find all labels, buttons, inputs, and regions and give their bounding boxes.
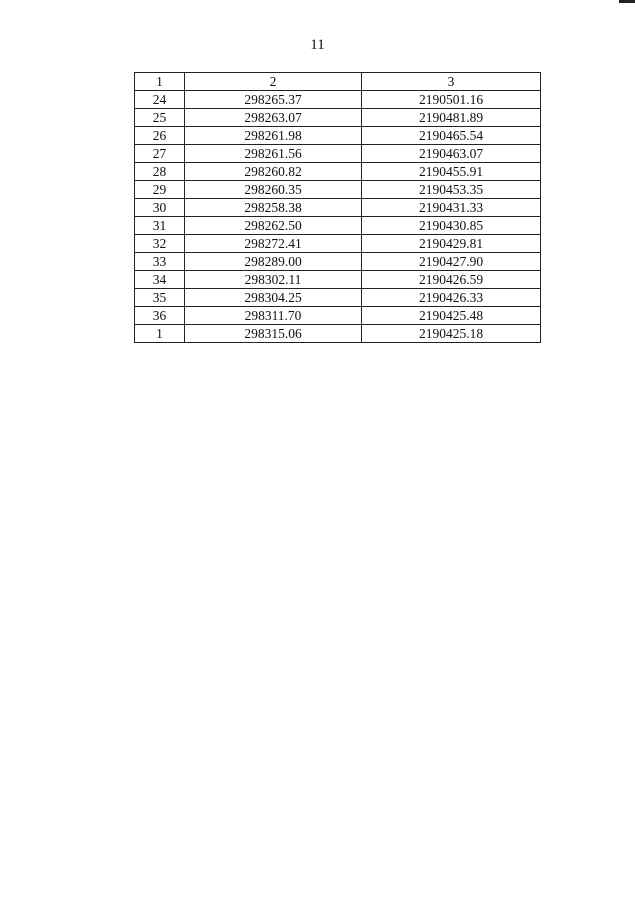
cell-y-coordinate: 2190425.48 bbox=[362, 307, 541, 325]
cell-point-number: 35 bbox=[135, 289, 185, 307]
coordinates-table bbox=[134, 72, 541, 343]
table-row bbox=[135, 271, 541, 289]
table-row bbox=[135, 181, 541, 199]
coordinates-table-body bbox=[135, 73, 541, 343]
table-row bbox=[135, 127, 541, 145]
cell-y-coordinate: 2190426.33 bbox=[362, 289, 541, 307]
cell-y-coordinate: 2190501.16 bbox=[362, 91, 541, 109]
cell-x-coordinate: 298260.35 bbox=[185, 181, 362, 199]
page-number: 11 bbox=[310, 37, 325, 53]
cell-point-number: 25 bbox=[135, 109, 185, 127]
cell-y-coordinate: 2190426.59 bbox=[362, 271, 541, 289]
table-row bbox=[135, 145, 541, 163]
cell-x-coordinate: 298262.50 bbox=[185, 217, 362, 235]
cell-x-coordinate: 298258.38 bbox=[185, 199, 362, 217]
cell-y-coordinate: 2190425.18 bbox=[362, 325, 541, 343]
table-row bbox=[135, 325, 541, 343]
cell-x-coordinate: 298304.25 bbox=[185, 289, 362, 307]
table-row bbox=[135, 109, 541, 127]
cell-y-coordinate: 2190455.91 bbox=[362, 163, 541, 181]
table-row bbox=[135, 91, 541, 109]
header-cell-y: 3 bbox=[362, 73, 541, 91]
cell-x-coordinate: 298289.00 bbox=[185, 253, 362, 271]
table-row bbox=[135, 163, 541, 181]
cell-point-number: 24 bbox=[135, 91, 185, 109]
cell-y-coordinate: 2190427.90 bbox=[362, 253, 541, 271]
cell-x-coordinate: 298263.07 bbox=[185, 109, 362, 127]
cell-x-coordinate: 298261.98 bbox=[185, 127, 362, 145]
cell-point-number: 33 bbox=[135, 253, 185, 271]
scan-edge-mark bbox=[619, 0, 635, 3]
cell-x-coordinate: 298272.41 bbox=[185, 235, 362, 253]
cell-x-coordinate: 298261.56 bbox=[185, 145, 362, 163]
table-row bbox=[135, 307, 541, 325]
table-row bbox=[135, 253, 541, 271]
table-row bbox=[135, 289, 541, 307]
header-cell-x: 2 bbox=[185, 73, 362, 91]
table-header-row bbox=[135, 73, 541, 91]
cell-y-coordinate: 2190481.89 bbox=[362, 109, 541, 127]
cell-x-coordinate: 298265.37 bbox=[185, 91, 362, 109]
table-row bbox=[135, 217, 541, 235]
cell-point-number: 31 bbox=[135, 217, 185, 235]
cell-x-coordinate: 298260.82 bbox=[185, 163, 362, 181]
cell-y-coordinate: 2190465.54 bbox=[362, 127, 541, 145]
cell-y-coordinate: 2190463.07 bbox=[362, 145, 541, 163]
cell-point-number: 26 bbox=[135, 127, 185, 145]
cell-x-coordinate: 298311.70 bbox=[185, 307, 362, 325]
cell-point-number: 36 bbox=[135, 307, 185, 325]
cell-point-number: 29 bbox=[135, 181, 185, 199]
cell-point-number: 30 bbox=[135, 199, 185, 217]
header-cell-point: 1 bbox=[135, 73, 185, 91]
cell-point-number: 27 bbox=[135, 145, 185, 163]
cell-y-coordinate: 2190453.35 bbox=[362, 181, 541, 199]
table-row bbox=[135, 199, 541, 217]
cell-y-coordinate: 2190431.33 bbox=[362, 199, 541, 217]
cell-y-coordinate: 2190430.85 bbox=[362, 217, 541, 235]
cell-point-number: 32 bbox=[135, 235, 185, 253]
cell-x-coordinate: 298315.06 bbox=[185, 325, 362, 343]
table-row bbox=[135, 235, 541, 253]
cell-point-number: 1 bbox=[135, 325, 185, 343]
cell-point-number: 34 bbox=[135, 271, 185, 289]
cell-x-coordinate: 298302.11 bbox=[185, 271, 362, 289]
cell-point-number: 28 bbox=[135, 163, 185, 181]
cell-y-coordinate: 2190429.81 bbox=[362, 235, 541, 253]
